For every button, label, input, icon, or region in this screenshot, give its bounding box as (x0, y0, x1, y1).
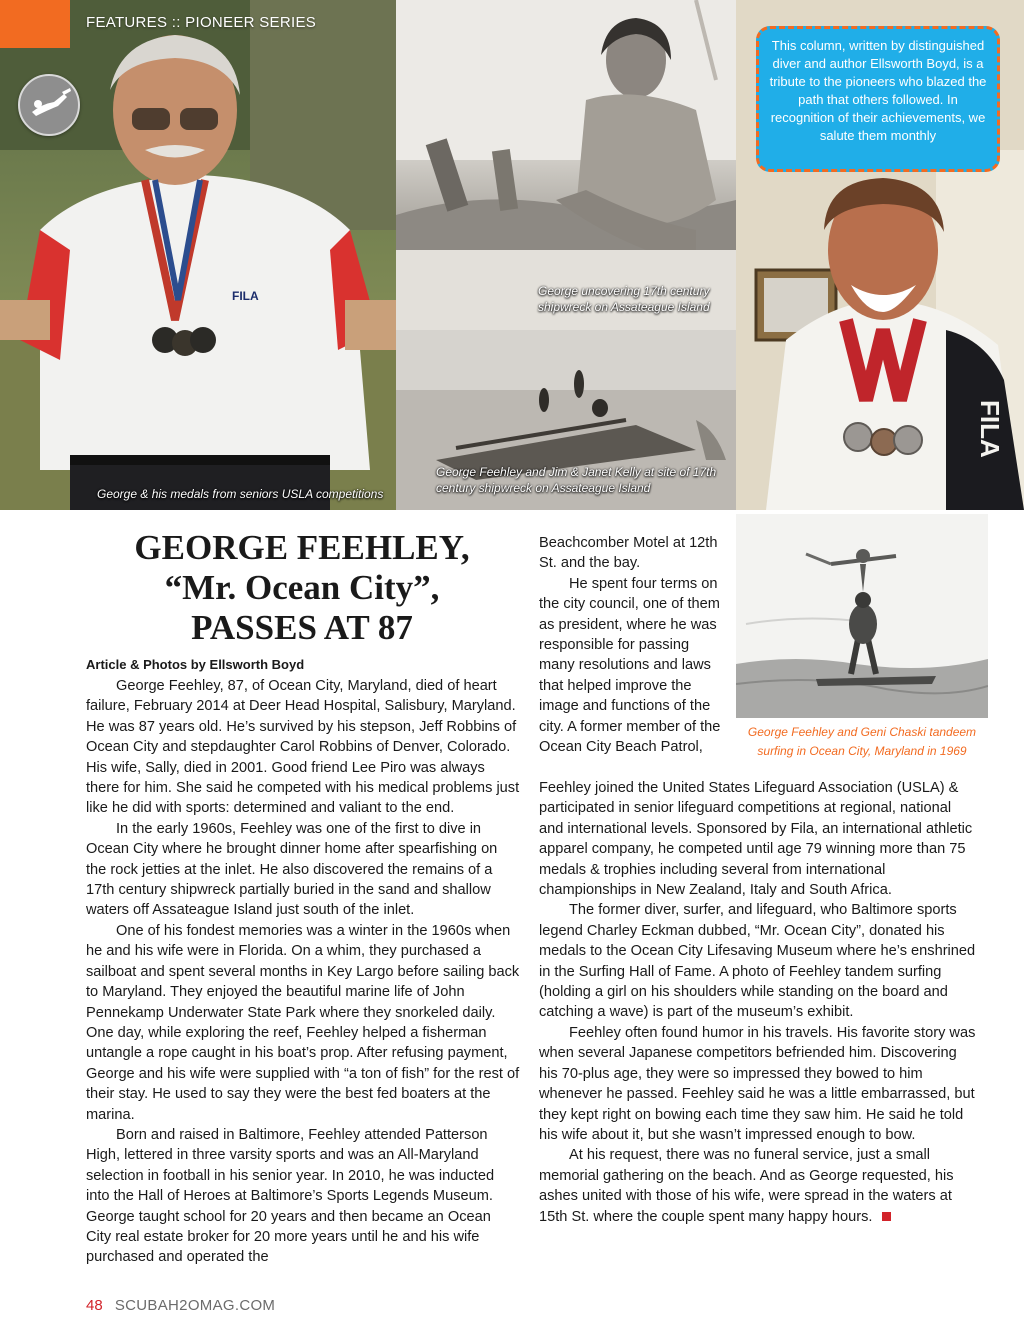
article-column-left (86, 676, 520, 1268)
title-line-1: GEORGE FEEHLEY, (134, 528, 470, 567)
shirt-logo-right: FILA (975, 400, 1005, 458)
diver-icon (20, 76, 78, 134)
page-footer (86, 1297, 275, 1314)
caption-tandem-surfing: George Feehley and Geni Chaski tandeem surfing in Ocean City, Maryland in 1969 (747, 725, 977, 758)
caption-uncovering-shipwreck: George uncovering 17th century shipwreck on Assateague Island (538, 284, 710, 314)
title-line-3: PASSES AT 87 (191, 608, 413, 647)
byline: Article & Photos by Ellsworth Boyd (86, 657, 305, 672)
photo-tandem-surfing-illustration (736, 514, 988, 718)
paragraph: Born and raised in Baltimore, Feehley attended Patterson High, lettered in three varsity sports and was an All-Maryland selection in football in his senior year. In 2010, he was inducted into the Hall of Heroes at Baltimore’s Sports Legends Museum. George taught school for 20 years and then became an Ocean City real estate broker for 20 more years until he and his wife purchased and operated the (86, 1126, 495, 1266)
site-url: SCUBAH2OMAG.COM (114, 1297, 276, 1314)
paragraph: The former diver, surfer, and lifeguard, who Baltimore sports legend Charley Eckman dubbed, “Mr. Ocean City”, donated his medals to the Ocean City Lifesaving Museum where he’s enshrined in the Surfing Hall of Fame. A photo of Feehley tandem surfing (holding a girl on his shoulders while standing on the board and catching a wave) is part of the museum’s exhibit. (539, 902, 976, 1021)
diver-badge-icon (18, 74, 80, 136)
paragraph-text: At his request, there was no funeral service, just a small memorial gathering on the beach. And as George requested, his ashes united with those of his wife, were spread in the waters at 15th St. where the couple spent many happy hours. (539, 1147, 954, 1225)
article-column-right-top (539, 533, 725, 757)
paragraph: George Feehley, 87, of Ocean City, Maryland, died of heart failure, February 2014 at Deer Head Hospital, Salisbury, Maryland. He was 87 years old. He’s survived by his stepson, Jeff Robbins of Ocean City and stepdaughter Carol Robbins of Denver, Colorado. His wife, Sally, died in 2001. Good friend Lee Piro was always there for him. She said he competed with his medical problems just like he did with sports: determined and valiant to the end. (86, 678, 520, 817)
end-of-article-mark (882, 1212, 891, 1221)
section-tab (0, 0, 70, 48)
caption-shipwreck-site: George Feehley and Jim & Janet Kelly at site of 17th century shipwreck on Assateague Island (436, 465, 717, 495)
title-line-2: “Mr. Ocean City”, (164, 568, 440, 607)
paragraph: One of his fondest memories was a winter in the 1960s when he and his wife were in Florida. On a whim, they purchased a sailboat and spent several months in Key Largo before sailing back to Maryland. They enjoyed the beautiful marine life of John Pennekamp Underwater State Park where they snorkeled daily. One day, while exploring the reef, Feehley helped a fisherman untangle a rope caught in his boat’s prop. After refusing payment, George and his wife were supplied with “a ton of fish” for the rest of their stay. He used to say they were the best fed boaters at the marina. (86, 922, 520, 1123)
article-title (86, 528, 518, 648)
paragraph: In the early 1960s, Feehley was one of the first to dive in Ocean City where he brought dinner home after spearfishing on the rock jetties at the inlet. He also discovered the remains of a 17th century shipwreck partially buried in the sand and shallow waters off Assateague Island just south of the inlet. (86, 820, 498, 919)
photo-tandem-surfing (736, 514, 988, 718)
last-paragraph (539, 1145, 979, 1227)
shirt-logo-left: FILA (232, 289, 259, 303)
photo-uncovering-shipwreck-illustration (396, 0, 736, 330)
paragraph: Feehley often found humor in his travels. His favorite story was when several Japanese competitors befriended him. Discovering his 70-plus age, they were so impressed they bowed to him whenever he passed. Feehley said he was a little embarrassed, but they kept right on bowing each time they saw him. He said he told his wife about it, but she wasn’t impressed enough to bow. (539, 1024, 976, 1143)
article-column-right-bottom (539, 778, 979, 1227)
page-number: 48 (86, 1297, 103, 1314)
pioneer-series-callout (756, 26, 1000, 172)
photo-uncovering-shipwreck (396, 0, 736, 330)
series-label: FEATURES :: PIONEER SERIES (86, 14, 317, 31)
paragraph: He spent four terms on the city council, one of them as president, where he was responsible for passing many resolutions and laws that helped improve the image and functions of the city. A former member of the Ocean City Beach Patrol, (539, 575, 721, 756)
paragraph: Beachcomber Motel at 12th St. and the bay. (539, 535, 718, 572)
callout-text: This column, written by distinguished diver and author Ellsworth Boyd, is a tribute to the pioneers who blazed the path that others followed. In recognition of their achievements, we salute them monthly (769, 38, 987, 143)
caption-george-medals: George & his medals from seniors USLA competitions (97, 487, 384, 501)
paragraph: Feehley joined the United States Lifeguard Association (USLA) & participated in senior lifeguard competitions at regional, national and international levels. Sponsored by Fila, an international athletic apparel company, he competed until age 79 winning more than 75 medals & trophies including several from international championships in New Zealand, Italy and South Africa. (539, 780, 973, 899)
